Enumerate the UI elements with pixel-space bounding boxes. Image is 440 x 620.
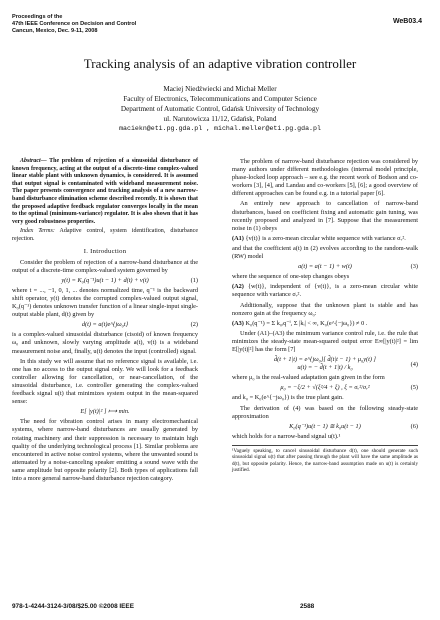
equation-3 (232, 263, 418, 271)
header-line-1: Proceedings of the (12, 14, 63, 20)
assumption-text: {w(t)}, independent of {v(t)}, is a zero-mean circular white sequence with variance σᵥ². (232, 283, 418, 299)
paragraph: The derivation of (4) was based on the following steady-state approximation (232, 404, 418, 420)
equation-5-number: (5) (410, 384, 418, 392)
equation-6-body: K₀(q⁻¹)u(t − 1) ≅ k₀u(t − 1) (289, 422, 361, 430)
proceedings-header (12, 14, 136, 35)
equation-1 (12, 277, 198, 285)
paragraph: An entirely new approach to cancellation of narrow-band disturbances, based on coefficient fixing and automatic gain tuning, was recently proposed and analyzed in [7]. Suppose that the measurement noise in (1) obeys (232, 200, 418, 232)
abstract (12, 158, 198, 226)
index-terms (12, 228, 198, 243)
page-number: 2588 (300, 603, 315, 610)
assumption-text: K₀(q⁻¹) = Σ k₀ᵢq⁻ⁱ, Σ |kᵢ| < ∞, K₀(e^{−jω₀}) ≠ 0 . (243, 319, 368, 327)
equation-2 (12, 321, 198, 329)
equation-1-number: (1) (190, 276, 198, 284)
abstract-text: — The problem of rejection of a sinusoidal disturbance of known frequency, acting at the output of a discrete-time complex-valued linear stable plant with unknown dynamics, is considered. It is assumed that output signal is contaminated with wideband measurement noise. The paper presents convergence and tracking analysis of a new narrow-band disturbance elimination scheme described recently. It is shown that the proposed adaptive feedback regulator converges locally in the mean to the optimal (minimum-variance) regulator. It is also shown that it has very good robustness properties. (12, 158, 198, 225)
author-names: Maciej Niedźwiecki and Michał Meller (163, 85, 277, 93)
equation-6 (232, 423, 418, 431)
equation-4 (232, 356, 418, 372)
equation-1-body: y(t) = K₀(q⁻¹)u(t − 1) + d(t) + v(t) (61, 276, 149, 284)
left-column (12, 158, 198, 485)
header-line-2: 47th IEEE Conference on Decision and Control (12, 21, 137, 27)
paragraph: Consider the problem of rejection of a narrow-band disturbance at the output of a discrete-time complex-valued system governed by (12, 258, 198, 274)
paragraph: In this study we will assume that no reference signal is available, i.e. one has no access to the output signal only. We will look for a feedback controller allowing for cancellation, or near-cancellation, of the sinusoidal disturbance, i.e. controller generating the complex-valued feedback signal u(t) that minimizes system output in the mean-squared sense: (12, 357, 198, 406)
paragraph: Additionally, suppose that the unknown plant is stable and has nonzero gain at the frequency ω₀: (232, 301, 418, 317)
equation-4-number: (4) (410, 361, 418, 369)
assumption-label: (A1) (232, 234, 244, 242)
paragraph: is a complex-valued sinusoidal disturbance (cisoid) of known frequency ω₀ and unknown, slowly varying amplitude a(t), v(t) is a wideband measurement noise and, finally, u(t) denotes the input (controlled) signal. (12, 331, 198, 355)
equation-2-body: d(t) = a(t)e^{jω₀t} (81, 321, 129, 329)
assumption-label: (A3) (232, 319, 244, 327)
assumption-label: (A2) (232, 283, 244, 291)
section-heading: I. Introduction (83, 247, 127, 255)
header-line-3: Cancun, Mexico, Dec. 9-11, 2008 (12, 28, 98, 34)
author-address: ul. Narutowicza 11/12, Gdańsk, Poland (163, 115, 277, 123)
paragraph: Under (A1)–(A3) the minimum variance control rule, i.e. the rule that minimizes the steady-state mean-squared output error E∞[|y(t)|²] = lim E[|y(t)|²] has the form [7] (232, 329, 418, 353)
author-department: Department of Automatic Control, Gdańsk University of Technology (120, 105, 320, 113)
paper-id: WeB03.4 (392, 18, 422, 25)
paragraph: The need for vibration control arises in many electromechanical systems, where narrow-band disturbances are usually generated by rotating machinery and their suppression is necessary to maintain high quality of the underlying technological process [1]. Similar problems are encountered in active noise control systems, where the unwanted sound is attenuated by a noise-canceling speaker emitting a sound wave with the same amplitude but opposite polarity [2]. Both types of applications fall into a more general narrow-band disturbance rejection category. (12, 418, 198, 482)
footer-isbn: 978-1-4244-3124-3/08/$25.00 ©2008 IEEE (12, 603, 134, 610)
equation-4-line-1: d̂(t + 1|t) = e^{jω₀}[ d̂(t|t − 1) + μ₀y(t) ] (273, 356, 377, 364)
equation-3-body: a(t) = a(t − 1) + w(t) (298, 263, 352, 271)
paragraph: where t = ..., −1, 0, 1, ... denotes normalized time, q⁻¹ is the backward shift operator, y(t) denotes the corrupted complex-valued output signal, K₀(q⁻¹) denotes unknown transfer function of a linear single-input single-output stable plant, d(t) given by (12, 286, 198, 319)
assumption-a1 (232, 235, 418, 243)
equation-4-line-2: u(t) = − d̂(t + 1|t) / k₀ (297, 364, 353, 372)
paragraph: and k₀ = K₀(e^{−jω₀}) is the true plant gain. (232, 394, 344, 402)
assumption-a3 (232, 320, 418, 328)
index-terms-text: Adaptive control, system identification, disturbance rejection. (12, 228, 198, 242)
paragraph: which holds for a narrow-band signal u(t).¹ (232, 432, 341, 440)
right-column (232, 158, 418, 474)
equation-mse: E[ |y(t)|² ] ⟼ min. (80, 408, 130, 416)
author-emails: maciekn@eti.pg.gda.pl , michal.meller@eti.pg.gda.pl (119, 125, 321, 132)
assumption-a2 (232, 283, 418, 299)
footnote: ¹Vaguely speaking, to cancel sinusoidal disturbance d(t), one should generate such sinusoidal signal u(t) that after passing through the plant will have the same amplitude as d(t), but opposite polarity. Hence, the narrow-band assumption made on u(t) is certainly justified. (232, 445, 418, 474)
equation-5 (232, 384, 418, 392)
paragraph: The problem of narrow-band disturbance rejection was considered by many authors under different methodologies (internal model principle, phase-locked loop approach – see e.g. the recent work of Bodson and co-workers [3], [4], and Landau and co-workers [5], [6]; a good overview of different approaches can be found e.g. in a tutorial paper [6]. (232, 158, 418, 198)
assumption-text: {v(t)} is a zero-mean circular white sequence with variance σᵥ². (243, 234, 406, 242)
author-block (0, 84, 440, 134)
author-faculty: Faculty of Electronics, Telecommunications and Computer Science (123, 95, 317, 103)
index-terms-label: Index Terms: (20, 228, 55, 235)
equation-2-number: (2) (190, 321, 198, 329)
abstract-label: Abstract (20, 158, 41, 164)
equation-6-number: (6) (410, 422, 418, 430)
equation-5-body: μ₀ = −ξ/2 + √(ξ²/4 + ξ) , ξ = σᵥ²/σᵥ² (280, 384, 370, 392)
paper-title: Tracking analysis of an adaptive vibration controller (83, 56, 357, 71)
paragraph: where μ₀ is the real-valued adaptation gain given in the form (232, 374, 385, 382)
paragraph: and that the coefficient a(t) in (2) evolves according to the random-walk (RW) model (232, 244, 418, 261)
paragraph: where the sequence of one-step changes obeys (232, 273, 350, 281)
equation-3-number: (3) (410, 263, 418, 271)
